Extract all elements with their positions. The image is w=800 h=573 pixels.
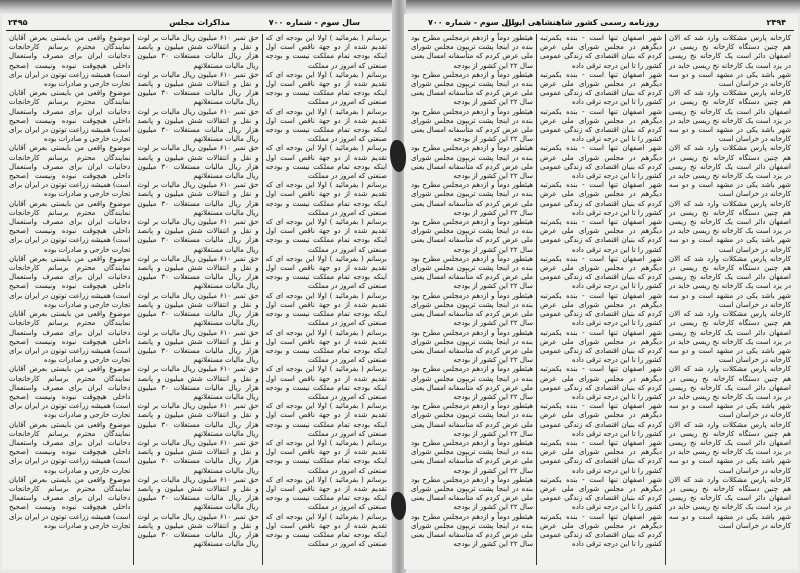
article-paragraph: هیئطور دوماً و ازدهم درمجلس مطرح بود بنده در اینجا پشت تریبون مجلس شورای ملی عرض کردم که متأسفانه امسال یعنی سال ۲۲ این کشور از بودجه <box>411 512 533 549</box>
article-paragraph: برسانم ( بفرمائید ) اولا این بودجه ای که تقدیم شده از دو جهة ناقص است اول اینکه بودجه تمام مملکت نیست و بودجه صنعتی که امروز در مملکت <box>265 107 387 144</box>
article-paragraph: برسانم ( بفرمائید ) اولا این بودجه ای که تقدیم شده از دو جهة ناقص است اول اینکه بودجه تمام مملکت نیست و بودجه صنعتی که امروز در مملکت <box>265 328 387 365</box>
article-paragraph: برسانم ( بفرمائید ) اولا این بودجه ای که تقدیم شده از دو جهة ناقص است اول اینکه بودجه تمام مملکت نیست و بودجه صنعتی که امروز در مملکت <box>265 181 387 217</box>
article-paragraph: حق تمبر ۶۱۰ میلیون ریال مالیات بر لوث و نقل و انتقالات شش میلیون و پانصد هزار ریال مالیات مستغلات ۳۰ میلیون ریال مالیات مستغلاتهم <box>137 254 259 291</box>
article-paragraph: برسانم ( بفرمائید ) اولا این بودجه ای که تقدیم شده از دو جهة ناقص است اول اینکه بودجه تمام مملکت نیست و بودجه صنعتی که امروز در مملکت <box>265 291 387 328</box>
article-paragraph: برسانم ( بفرمائید ) اولا این بودجه ای که تقدیم شده از دو جهة ناقص است اول اینکه بودجه تمام مملکت نیست و بودجه صنعتی که امروز در مملکت <box>265 365 387 401</box>
right-page-header <box>408 16 794 31</box>
article-paragraph: حق تمبر ۶۱۰ میلیون ریال مالیات بر لوث و نقل و انتقالات شش میلیون و پانصد هزار ریال مالیات مستغلات ۳۰ میلیون ریال مالیات مستغلاتهم <box>137 70 259 107</box>
article-column <box>6 34 133 565</box>
article-paragraph: شهر اصفهان تنها است - بنده یکمرتبه دیگرهم در مجلس شورای ملی عرض کردم که بنیان اقتصادی که زندگی عمومی کشور را تا این درجه ترقی داده <box>540 254 662 291</box>
article-paragraph: حق تمبر ۶۱۰ میلیون ریال مالیات بر لوث و نقل و انتقالات شش میلیون و پانصد هزار ریال مالیات مستغلات ۳۰ میلیون ریال مالیات مستغلاتهم <box>137 475 259 512</box>
article-paragraph: شهر اصفهان تنها است - بنده یکمرتبه دیگرهم در مجلس شورای ملی عرض کردم که بنیان اقتصادی که زندگی عمومی کشور را تا این درجه ترقی داده <box>540 402 662 438</box>
article-paragraph: شهر اصفهان تنها است - بنده یکمرتبه دیگرهم در مجلس شورای ملی عرض کردم که بنیان اقتصادی که زندگی عمومی کشور را تا این درجه ترقی داده <box>540 144 662 181</box>
article-paragraph: برسانم ( بفرمائید ) اولا این بودجه ای که تقدیم شده از دو جهة ناقص است اول اینکه بودجه تمام مملکت نیست و بودجه صنعتی که امروز در مملکت <box>265 34 387 70</box>
article-column <box>665 34 794 565</box>
article-paragraph: هیئطور دوماً و ازدهم درمجلس مطرح بود بنده در اینجا پشت تریبون مجلس شورای ملی عرض کردم که متأسفانه امسال یعنی سال ۲۲ این کشور از بودجه <box>411 181 533 217</box>
article-paragraph: هیئطور دوماً و ازدهم درمجلس مطرح بود بنده در اینجا پشت تریبون مجلس شورای ملی عرض کردم که متأسفانه امسال یعنی سال ۲۲ این کشور از بودجه <box>411 70 533 107</box>
article-paragraph: شهر اصفهان تنها است - بنده یکمرتبه دیگرهم در مجلس شورای ملی عرض کردم که بنیان اقتصادی که زندگی عمومی کشور را تا این درجه ترقی داده <box>540 34 662 70</box>
article-paragraph: شهر اصفهان تنها است - بنده یکمرتبه دیگرهم در مجلس شورای ملی عرض کردم که بنیان اقتصادی که زندگی عمومی کشور را تا این درجه ترقی داده <box>540 438 662 475</box>
article-paragraph: هیئطور دوماً و ازدهم درمجلس مطرح بود بنده در اینجا پشت تریبون مجلس شورای ملی عرض کردم که متأسفانه امسال یعنی سال ۲۲ این کشور از بودجه <box>411 475 533 512</box>
article-paragraph: کارخانه پارس مشکلات وارد شد که الان هم چنین دستگاه کارخانه نخ ریسی در اصفهان دائر است یک کارخانه نخ ریسی در یزد است یک کارخانه نخ ریسی خاید در شهر باشد یکی در مشهد است و دو سه کارخانه در خراسان است <box>669 34 791 89</box>
left-page-header <box>6 16 390 31</box>
article-paragraph: هیئطور دوماً و ازدهم درمجلس مطرح بود بنده در اینجا پشت تریبون مجلس شورای ملی عرض کردم که متأسفانه امسال یعنی سال ۲۲ این کشور از بودجه <box>411 402 533 438</box>
article-paragraph: شهر اصفهان تنها است - بنده یکمرتبه دیگرهم در مجلس شورای ملی عرض کردم که بنیان اقتصادی که زندگی عمومی کشور را تا این درجه ترقی داده <box>540 107 662 144</box>
article-paragraph: حق تمبر ۶۱۰ میلیون ریال مالیات بر لوث و نقل و انتقالات شش میلیون و پانصد هزار ریال مالیات مستغلات ۳۰ میلیون ریال مالیات مستغلاتهم <box>137 328 259 365</box>
article-paragraph: هیئطور دوماً و ازدهم درمجلس مطرح بود بنده در اینجا پشت تریبون مجلس شورای ملی عرض کردم که متأسفانه امسال یعنی سال ۲۲ این کشور از بودجه <box>411 328 533 365</box>
article-paragraph: شهر اصفهان تنها است - بنده یکمرتبه دیگرهم در مجلس شورای ملی عرض کردم که بنیان اقتصادی که زندگی عمومی کشور را تا این درجه ترقی داده <box>540 365 662 401</box>
issue-number: سال سوم - شماره ۷۰۰ <box>428 18 520 27</box>
article-paragraph: کارخانه پارس مشکلات وارد شد که الان هم چنین دستگاه کارخانه نخ ریسی در اصفهان دائر است یک کارخانه نخ ریسی در یزد است یک کارخانه نخ ریسی خاید در شهر باشد یکی در مشهد است و دو سه کارخانه در خراسان است <box>669 310 791 365</box>
article-paragraph: موضوع واقعی من بایستی بعرض آقایان نمایندگان محترم برسانم کارخانجات دخانیات ایران برای مصرف واستعمال داخلی هیچوقت نبوده ونیست (صحیح است) همیشه زراعت توتون در ایران برای تجارت خارجی و صادرات بوده <box>9 144 131 199</box>
article-paragraph: شهر اصفهان تنها است - بنده یکمرتبه دیگرهم در مجلس شورای ملی عرض کردم که بنیان اقتصادی که زندگی عمومی کشور را تا این درجه ترقی داده <box>540 70 662 107</box>
newspaper-title: روزنامه رسمی کشور شاهنشاهی ایران <box>504 18 659 27</box>
article-paragraph: حق تمبر ۶۱۰ میلیون ریال مالیات بر لوث و نقل و انتقالات شش میلیون و پانصد هزار ریال مالیات مستغلات ۳۰ میلیون ریال مالیات مستغلاتهم <box>137 181 259 217</box>
article-paragraph: حق تمبر ۶۱۰ میلیون ریال مالیات بر لوث و نقل و انتقالات شش میلیون و پانصد هزار ریال مالیات مستغلات ۳۰ میلیون ریال مالیات مستغلاتهم <box>137 218 259 254</box>
article-paragraph: موضوع واقعی من بایستی بعرض آقایان نمایندگان محترم برسانم کارخانجات دخانیات ایران برای مصرف واستعمال داخلی هیچوقت نبوده ونیست (صحیح است) همیشه زراعت توتون در ایران برای تجارت خارجی و صادرات بوده <box>9 420 131 475</box>
section-title: مذاکرات مجلس <box>169 18 230 27</box>
article-paragraph: هیئطور دوماً و ازدهم درمجلس مطرح بود بنده در اینجا پشت تریبون مجلس شورای ملی عرض کردم که متأسفانه امسال یعنی سال ۲۲ این کشور از بودجه <box>411 218 533 254</box>
article-column <box>408 34 536 565</box>
article-paragraph: شهر اصفهان تنها است - بنده یکمرتبه دیگرهم در مجلس شورای ملی عرض کردم که بنیان اقتصادی که زندگی عمومی کشور را تا این درجه ترقی داده <box>540 328 662 365</box>
article-paragraph: برسانم ( بفرمائید ) اولا این بودجه ای که تقدیم شده از دو جهة ناقص است اول اینکه بودجه تمام مملکت نیست و بودجه صنعتی که امروز در مملکت <box>265 438 387 475</box>
article-paragraph: موضوع واقعی من بایستی بعرض آقایان نمایندگان محترم برسانم کارخانجات دخانیات ایران برای مصرف واستعمال داخلی هیچوقت نبوده ونیست (صحیح است) همیشه زراعت توتون در ایران برای تجارت خارجی و صادرات بوده <box>9 365 131 420</box>
article-paragraph: موضوع واقعی من بایستی بعرض آقایان نمایندگان محترم برسانم کارخانجات دخانیات ایران برای مصرف واستعمال داخلی هیچوقت نبوده ونیست (صحیح است) همیشه زراعت توتون در ایران برای تجارت خارجی و صادرات بوده <box>9 34 131 89</box>
article-paragraph: کارخانه پارس مشکلات وارد شد که الان هم چنین دستگاه کارخانه نخ ریسی در اصفهان دائر است یک کارخانه نخ ریسی در یزد است یک کارخانه نخ ریسی خاید در شهر باشد یکی در مشهد است و دو سه کارخانه در خراسان است <box>669 365 791 420</box>
article-paragraph: شهر اصفهان تنها است - بنده یکمرتبه دیگرهم در مجلس شورای ملی عرض کردم که بنیان اقتصادی که زندگی عمومی کشور را تا این درجه ترقی داده <box>540 512 662 549</box>
article-paragraph: برسانم ( بفرمائید ) اولا این بودجه ای که تقدیم شده از دو جهة ناقص است اول اینکه بودجه تمام مملکت نیست و بودجه صنعتی که امروز در مملکت <box>265 144 387 181</box>
article-paragraph: موضوع واقعی من بایستی بعرض آقایان نمایندگان محترم برسانم کارخانجات دخانیات ایران برای مصرف واستعمال داخلی هیچوقت نبوده ونیست (صحیح است) همیشه زراعت توتون در ایران برای تجارت خارجی و صادرات بوده <box>9 199 131 254</box>
article-paragraph: شهر اصفهان تنها است - بنده یکمرتبه دیگرهم در مجلس شورای ملی عرض کردم که بنیان اقتصادی که زندگی عمومی کشور را تا این درجه ترقی داده <box>540 181 662 217</box>
article-paragraph: موضوع واقعی من بایستی بعرض آقایان نمایندگان محترم برسانم کارخانجات دخانیات ایران برای مصرف واستعمال داخلی هیچوقت نبوده ونیست (صحیح است) همیشه زراعت توتون در ایران برای تجارت خارجی و صادرات بوده <box>9 254 131 309</box>
article-paragraph: کارخانه پارس مشکلات وارد شد که الان هم چنین دستگاه کارخانه نخ ریسی در اصفهان دائر است یک کارخانه نخ ریسی در یزد است یک کارخانه نخ ریسی خاید در شهر باشد یکی در مشهد است و دو سه کارخانه در خراسان است <box>669 89 791 144</box>
page-number: ۲۴۹۵ <box>8 18 28 27</box>
ink-blot <box>391 492 406 520</box>
article-column <box>536 34 665 565</box>
article-paragraph: هیئطور دوماً و ازدهم درمجلس مطرح بود بنده در اینجا پشت تریبون مجلس شورای ملی عرض کردم که متأسفانه امسال یعنی سال ۲۲ این کشور از بودجه <box>411 107 533 144</box>
article-paragraph: حق تمبر ۶۱۰ میلیون ریال مالیات بر لوث و نقل و انتقالات شش میلیون و پانصد هزار ریال مالیات مستغلات ۳۰ میلیون ریال مالیات مستغلاتهم <box>137 365 259 401</box>
article-paragraph: شهر اصفهان تنها است - بنده یکمرتبه دیگرهم در مجلس شورای ملی عرض کردم که بنیان اقتصادی که زندگی عمومی کشور را تا این درجه ترقی داده <box>540 475 662 512</box>
article-paragraph: حق تمبر ۶۱۰ میلیون ریال مالیات بر لوث و نقل و انتقالات شش میلیون و پانصد هزار ریال مالیات مستغلات ۳۰ میلیون ریال مالیات مستغلاتهم <box>137 402 259 438</box>
article-paragraph: برسانم ( بفرمائید ) اولا این بودجه ای که تقدیم شده از دو جهة ناقص است اول اینکه بودجه تمام مملکت نیست و بودجه صنعتی که امروز در مملکت <box>265 70 387 107</box>
article-paragraph: هیئطور دوماً و ازدهم درمجلس مطرح بود بنده در اینجا پشت تریبون مجلس شورای ملی عرض کردم که متأسفانه امسال یعنی سال ۲۲ این کشور از بودجه <box>411 34 533 70</box>
article-paragraph: حق تمبر ۶۱۰ میلیون ریال مالیات بر لوث و نقل و انتقالات شش میلیون و پانصد هزار ریال مالیات مستغلات ۳۰ میلیون ریال مالیات مستغلاتهم <box>137 438 259 475</box>
article-paragraph: هیئطور دوماً و ازدهم درمجلس مطرح بود بنده در اینجا پشت تریبون مجلس شورای ملی عرض کردم که متأسفانه امسال یعنی سال ۲۲ این کشور از بودجه <box>411 254 533 291</box>
article-paragraph: هیئطور دوماً و ازدهم درمجلس مطرح بود بنده در اینجا پشت تریبون مجلس شورای ملی عرض کردم که متأسفانه امسال یعنی سال ۲۲ این کشور از بودجه <box>411 291 533 328</box>
page-number: ۲۴۹۴ <box>766 18 786 27</box>
article-paragraph: هیئطور دوماً و ازدهم درمجلس مطرح بود بنده در اینجا پشت تریبون مجلس شورای ملی عرض کردم که متأسفانه امسال یعنی سال ۲۲ این کشور از بودجه <box>411 438 533 475</box>
article-paragraph: کارخانه پارس مشکلات وارد شد که الان هم چنین دستگاه کارخانه نخ ریسی در اصفهان دائر است یک کارخانه نخ ریسی در یزد است یک کارخانه نخ ریسی خاید در شهر باشد یکی در مشهد است و دو سه کارخانه در خراسان است <box>669 144 791 199</box>
article-paragraph: هیئطور دوماً و ازدهم درمجلس مطرح بود بنده در اینجا پشت تریبون مجلس شورای ملی عرض کردم که متأسفانه امسال یعنی سال ۲۲ این کشور از بودجه <box>411 365 533 401</box>
article-paragraph: کارخانه پارس مشکلات وارد شد که الان هم چنین دستگاه کارخانه نخ ریسی در اصفهان دائر است یک کارخانه نخ ریسی در یزد است یک کارخانه نخ ریسی خاید در شهر باشد یکی در مشهد است و دو سه کارخانه در خراسان است <box>669 420 791 475</box>
issue-number: سال سوم - شماره ۷۰۰ <box>268 18 360 27</box>
article-paragraph: موضوع واقعی من بایستی بعرض آقایان نمایندگان محترم برسانم کارخانجات دخانیات ایران برای مصرف واستعمال داخلی هیچوقت نبوده ونیست (صحیح است) همیشه زراعت توتون در ایران برای تجارت خارجی و صادرات بوده <box>9 310 131 365</box>
right-page <box>404 14 798 569</box>
article-column <box>262 34 390 565</box>
article-paragraph: کارخانه پارس مشکلات وارد شد که الان هم چنین دستگاه کارخانه نخ ریسی در اصفهان دائر است یک کارخانه نخ ریسی در یزد است یک کارخانه نخ ریسی خاید در شهر باشد یکی در مشهد است و دو سه کارخانه در خراسان است <box>669 199 791 254</box>
article-paragraph: برسانم ( بفرمائید ) اولا این بودجه ای که تقدیم شده از دو جهة ناقص است اول اینکه بودجه تمام مملکت نیست و بودجه صنعتی که امروز در مملکت <box>265 218 387 254</box>
ink-blot <box>390 140 406 172</box>
article-paragraph: شهر اصفهان تنها است - بنده یکمرتبه دیگرهم در مجلس شورای ملی عرض کردم که بنیان اقتصادی که زندگی عمومی کشور را تا این درجه ترقی داده <box>540 218 662 254</box>
article-paragraph: حق تمبر ۶۱۰ میلیون ریال مالیات بر لوث و نقل و انتقالات شش میلیون و پانصد هزار ریال مالیات مستغلات ۳۰ میلیون ریال مالیات مستغلاتهم <box>137 291 259 328</box>
article-paragraph: حق تمبر ۶۱۰ میلیون ریال مالیات بر لوث و نقل و انتقالات شش میلیون و پانصد هزار ریال مالیات مستغلات ۳۰ میلیون ریال مالیات مستغلاتهم <box>137 144 259 181</box>
article-paragraph: هیئطور دوماً و ازدهم درمجلس مطرح بود بنده در اینجا پشت تریبون مجلس شورای ملی عرض کردم که متأسفانه امسال یعنی سال ۲۲ این کشور از بودجه <box>411 144 533 181</box>
article-paragraph: کارخانه پارس مشکلات وارد شد که الان هم چنین دستگاه کارخانه نخ ریسی در اصفهان دائر است یک کارخانه نخ ریسی در یزد است یک کارخانه نخ ریسی خاید در شهر باشد یکی در مشهد است و دو سه کارخانه در خراسان است <box>669 475 791 530</box>
article-paragraph: حق تمبر ۶۱۰ میلیون ریال مالیات بر لوث و نقل و انتقالات شش میلیون و پانصد هزار ریال مالیات مستغلات ۳۰ میلیون ریال مالیات مستغلاتهم <box>137 34 259 70</box>
article-paragraph: حق تمبر ۶۱۰ میلیون ریال مالیات بر لوث و نقل و انتقالات شش میلیون و پانصد هزار ریال مالیات مستغلات ۳۰ میلیون ریال مالیات مستغلاتهم <box>137 107 259 144</box>
article-paragraph: موضوع واقعی من بایستی بعرض آقایان نمایندگان محترم برسانم کارخانجات دخانیات ایران برای مصرف واستعمال داخلی هیچوقت نبوده ونیست (صحیح است) همیشه زراعت توتون در ایران برای تجارت خارجی و صادرات بوده <box>9 89 131 144</box>
article-paragraph: برسانم ( بفرمائید ) اولا این بودجه ای که تقدیم شده از دو جهة ناقص است اول اینکه بودجه تمام مملکت نیست و بودجه صنعتی که امروز در مملکت <box>265 402 387 438</box>
article-column <box>133 34 261 565</box>
article-paragraph: حق تمبر ۶۱۰ میلیون ریال مالیات بر لوث و نقل و انتقالات شش میلیون و پانصد هزار ریال مالیات مستغلات ۳۰ میلیون ریال مالیات مستغلاتهم <box>137 512 259 549</box>
article-paragraph: کارخانه پارس مشکلات وارد شد که الان هم چنین دستگاه کارخانه نخ ریسی در اصفهان دائر است یک کارخانه نخ ریسی در یزد است یک کارخانه نخ ریسی خاید در شهر باشد یکی در مشهد است و دو سه کارخانه در خراسان است <box>669 254 791 309</box>
article-paragraph: برسانم ( بفرمائید ) اولا این بودجه ای که تقدیم شده از دو جهة ناقص است اول اینکه بودجه تمام مملکت نیست و بودجه صنعتی که امروز در مملکت <box>265 512 387 549</box>
article-paragraph: موضوع واقعی من بایستی بعرض آقایان نمایندگان محترم برسانم کارخانجات دخانیات ایران برای مصرف واستعمال داخلی هیچوقت نبوده ونیست (صحیح است) همیشه زراعت توتون در ایران برای تجارت خارجی و صادرات بوده <box>9 475 131 530</box>
left-page <box>2 14 394 569</box>
article-paragraph: شهر اصفهان تنها است - بنده یکمرتبه دیگرهم در مجلس شورای ملی عرض کردم که بنیان اقتصادی که زندگی عمومی کشور را تا این درجه ترقی داده <box>540 291 662 328</box>
article-paragraph: برسانم ( بفرمائید ) اولا این بودجه ای که تقدیم شده از دو جهة ناقص است اول اینکه بودجه تمام مملکت نیست و بودجه صنعتی که امروز در مملکت <box>265 475 387 512</box>
article-paragraph: برسانم ( بفرمائید ) اولا این بودجه ای که تقدیم شده از دو جهة ناقص است اول اینکه بودجه تمام مملکت نیست و بودجه صنعتی که امروز در مملکت <box>265 254 387 291</box>
